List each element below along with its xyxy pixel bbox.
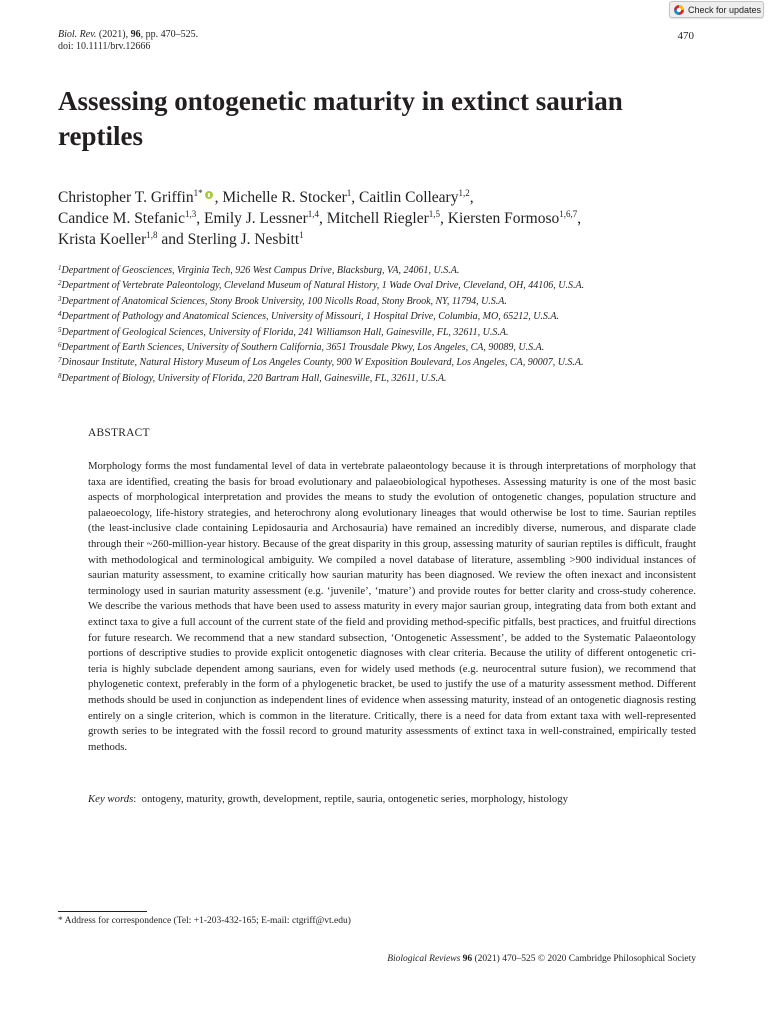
author-affil-sup: 1,4 — [307, 208, 319, 219]
author: Kiersten Formoso — [447, 209, 560, 227]
author: Sterling J. Nesbitt — [187, 230, 300, 248]
check-for-updates-label: Check for updates — [688, 4, 762, 15]
citation-pages: , pp. 470–525. — [140, 29, 199, 40]
author-affil-sup: 1 — [299, 229, 304, 240]
author: Krista Koeller — [58, 230, 147, 248]
citation-year: (2021), — [98, 29, 129, 40]
keywords-label: Key words — [88, 793, 134, 805]
affiliation: $^5$Department of Geological Sciences, University of Florida, 241 Williamson Hall, Gainesville, FL, 32611, U.S.A. — [58, 325, 509, 338]
affiliation-list — [58, 263, 718, 386]
page-number: 470 — [677, 30, 694, 42]
citation-volume: 96 — [130, 29, 141, 40]
author-affil-sup: 1,3 — [184, 208, 197, 219]
author: Candice M. Stefanic — [58, 209, 185, 227]
footer-journal: Biological Reviews — [387, 954, 461, 964]
affiliation: $^2$Department of Vertebrate Paleontology, Cleveland Museum of Natural History, 1 Wade Oval Drive, Cleveland, OH, 44106, U.S.A. — [58, 279, 585, 292]
keywords-text: ontogeny, maturity, growth, development, reptile, sauria, ontogenetic series, morphology, histology — [141, 793, 568, 805]
orcid-icon[interactable] — [205, 191, 213, 199]
check-for-updates-button[interactable] — [669, 1, 764, 18]
journal-abbrev: Biol. Rev. — [58, 29, 97, 40]
author-affil-sup: 1,2 — [458, 188, 470, 198]
author: Michelle R. Stocker — [222, 189, 347, 206]
affiliation: $^4$Department of Pathology and Anatomical Sciences, University of Missouri, 1 Hospital Drive, Columbia, MO, 65212, U.S.A. — [58, 310, 560, 323]
author-affil-sup: 1,5 — [428, 208, 440, 219]
author-affil-sup: 1* — [193, 188, 203, 198]
abstract-heading: ABSTRACT — [88, 427, 150, 439]
author-affil-sup: 1 — [346, 188, 352, 198]
author: Mitchell Riegler — [326, 209, 429, 227]
doi[interactable]: doi: 10.1111/brv.12666 — [58, 41, 151, 52]
journal-reference — [58, 29, 198, 53]
abstract-text: Morphology forms the most fundamental level of data in vertebrate palaeontology because it is through interpretations of morphology that taxa are identified, creating the basis for broad evolutionary and palaeobiological hypotheses. Assessing maturity is one of the most basic aspects of morphological interpretation and provides the means to study the evolution of ontogenetic changes, population structure and palaeoecology, life-history strategies, and heterochrony along evolutionary lineages that would otherwise be lost to time. Saurian reptiles (the least-inclusive clade containing Lepidosauria and Archosauria) have remained an incredibly diverse, numerous, and disparate clade through their ~260-million-year history. Because of the great disparity in this group, assessing maturity of saurian reptiles is difficult, fraught with methodological and terminological ambiguity. We compiled a novel database of literature, assembling >900 individual instances of saurian maturity assessment, to examine critically how saurian maturity has been diagnosed. We review the often inexact and inconsistent terminology used in saurian maturity assessment (e.g. ‘juvenile’, ‘mature’) and provide routes for better clarity and cross-study coherence. We describe the various methods that have been used to assess maturity in every major saurian group, integrating data from both extant and extinct taxa to give a full account of the current state of the field and providing method-specific pitfalls, best practices, and fruitful directions for future research. We recommend that a new standard subsection, ‘Ontogenetic Assessment’, be added to the Systematic Palaeontology portions of descriptive studies to provide explicit ontogenetic diagnoses with clear criteria. Because the utility of different ontogenetic criteria is highly subclade dependent among saurians, even for widely used methods (e.g. neurocentral suture fusion), we recommend that phylogenetic context, preferably in the form of a phylogenetic bracket, be used to justify the use of a maturity assessment method. Different methods should be used in conjunction as independent lines of evidence when assessing maturity, instead of an ontogenetic diagnosis resting entirely on a single criterion, which is common in the literature. Critically, there is a need for data from extant taxa with well-represented growth series to be integrated with the fossil record to ground maturity assessments of extinct taxa in well-constrained, empirically tested methods. — [88, 460, 696, 753]
author-list: Christopher T. Griffin$^{1*}$ , Michelle R. Stocker$^1$, Caitlin Colleary$^{1,2}$, Candice M. Stefanic$^{1,3}$, Emily J. Lessner$^{1,4}$, Mitchell Riegler$^{1,5}$, Kiersten Formoso$^{1,6,7}$, Krista Koeller$^{1,8}$ and Sterling J. Nesbitt$^1$ — [58, 188, 582, 248]
author: Christopher T. Griffin — [58, 189, 194, 206]
page-footer — [387, 953, 696, 965]
article-title: Assessing ontogenetic maturity in extinct saurian reptiles — [58, 86, 623, 151]
citation-line — [58, 29, 198, 41]
author-affil-sup: 1,8 — [146, 229, 158, 240]
correspondence-footnote: * Address for correspondence (Tel: +1-203-432-165; E-mail: ctgriff@vt.edu) — [58, 916, 351, 926]
affiliation: $^1$Department of Geosciences, Virginia Tech, 926 West Campus Drive, Blacksburg, VA, 24061, U.S.A. — [58, 264, 460, 276]
author: Emily J. Lessner — [203, 209, 308, 227]
author: Caitlin Colleary — [359, 189, 459, 206]
footer-volume: 96 — [462, 954, 473, 964]
author-affil-sup: 1,6,7 — [559, 208, 578, 219]
footnote-divider — [58, 911, 147, 912]
footer-copyright: (2021) 470–525 © 2020 Cambridge Philosophical Society — [474, 954, 696, 964]
crossmark-icon — [674, 5, 684, 15]
affiliation: $^7$Dinosaur Institute, Natural History Museum of Los Angeles County, 900 W Exposition Boulevard, Los Angeles, CA, 90007, U.S.A. — [58, 356, 584, 369]
keywords: Key words: ontogeny, maturity, growth, development, reptile, sauria, ontogenetic series, morphology, histology — [88, 793, 568, 805]
affiliation: $^8$Department of Biology, University of Florida, 220 Bartram Hall, Gainesville, FL, 32611, U.S.A. — [58, 371, 447, 384]
affiliation: $^3$Department of Anatomical Sciences, Stony Brook University, 100 Nicolls Road, Stony Brook, NY, 11794, U.S.A. — [58, 294, 507, 307]
affiliation: $^6$Department of Earth Sciences, University of Southern California, 3651 Trousdale Pkwy, Los Angeles, CA, 90089, U.S.A. — [58, 341, 545, 354]
